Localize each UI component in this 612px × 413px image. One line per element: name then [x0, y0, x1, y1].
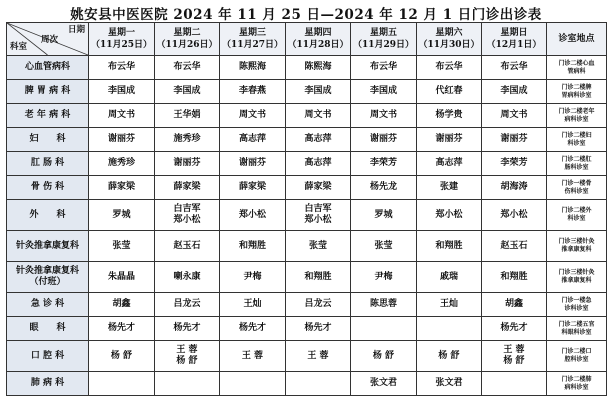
doctor-name: 罗城 — [112, 209, 131, 220]
day-header: 星期日 （12月1日） — [482, 23, 547, 56]
doctor-name: 杨先才 — [500, 323, 528, 333]
doctor-cell — [155, 176, 220, 200]
location-text: 门诊一楼骨 — [561, 179, 592, 187]
doctor-name: 杨先才 — [238, 323, 266, 333]
dept-cell — [7, 56, 89, 80]
doctor-cell — [482, 372, 547, 396]
doctor-cell — [286, 262, 351, 293]
doctor-cell — [220, 293, 286, 317]
doctor-name: 杨 舒 — [503, 356, 525, 366]
doctor-name: 张文君 — [435, 378, 463, 388]
location-text: 门诊二楼肛 — [561, 155, 592, 163]
dept-cell — [7, 104, 89, 128]
doctor-name: 吕龙云 — [173, 299, 201, 309]
doctor-name: 高志萍 — [304, 158, 332, 168]
doctor-cell — [351, 317, 417, 341]
doctor-name: 郑小松 — [304, 215, 332, 225]
doctor-name: 杨 舒 — [372, 350, 395, 361]
doctor-name: 吕龙云 — [304, 299, 332, 309]
doctor-name: 王华娟 — [173, 110, 201, 120]
doctor-name: 薛家梁 — [107, 182, 135, 192]
doctor-name: 谢丽芬 — [500, 134, 528, 144]
location-text: 诊科诊室 — [564, 304, 589, 312]
doctor-name: 王 蓉 — [503, 345, 525, 355]
doctor-cell — [351, 341, 417, 372]
doctor-name: 周文书 — [500, 110, 528, 120]
schedule-row — [7, 231, 607, 262]
location-cell — [547, 56, 607, 80]
doctor-name: 陈思蓉 — [369, 299, 397, 309]
day-header: 星期二 （11月26日） — [155, 23, 220, 56]
doctor-cell — [89, 128, 155, 152]
doctor-name: 张建 — [439, 182, 458, 192]
doctor-cell — [351, 56, 417, 80]
location-header: 诊室地点 — [547, 23, 607, 56]
dept-cell — [7, 293, 89, 317]
doctor-name: 李国成 — [107, 86, 135, 96]
doctor-cell — [417, 341, 482, 372]
doctor-name: 周文书 — [107, 110, 135, 120]
doctor-name: 谢丽芬 — [238, 158, 266, 168]
doctor-name: 李国成 — [304, 86, 332, 96]
doctor-name: 张莹 — [374, 240, 393, 251]
doctor-cell — [89, 104, 155, 128]
doctor-name: 尹梅 — [374, 271, 393, 282]
doctor-cell — [286, 317, 351, 341]
location-text: 推拿康复科 — [561, 277, 592, 284]
doctor-name: 高志萍 — [435, 158, 463, 168]
location-text: 伤科诊室 — [564, 187, 589, 195]
doctor-cell — [286, 104, 351, 128]
doctor-name: 谢丽芬 — [173, 158, 201, 168]
doctor-cell — [89, 152, 155, 176]
doctor-name: 杨 舒 — [438, 350, 460, 361]
doctor-cell — [220, 200, 286, 231]
location-text: 门诊三楼针灸 — [558, 269, 595, 276]
location-text: 肠科诊室 — [564, 163, 589, 171]
doctor-cell — [286, 200, 351, 231]
location-cell — [547, 231, 607, 262]
doctor-cell — [286, 152, 351, 176]
dept-cell — [7, 176, 89, 200]
doctor-name: 杨 舒 — [176, 356, 198, 366]
doctor-cell — [351, 293, 417, 317]
dept-label: 外 科 — [29, 209, 66, 220]
doctor-cell — [89, 80, 155, 104]
location-text: 门诊二楼五官 — [558, 320, 595, 328]
schedule-row — [7, 80, 607, 104]
location-cell — [547, 317, 607, 341]
doctor-cell — [155, 104, 220, 128]
corner-dept-label: 科室 — [10, 42, 28, 52]
doctor-name: 杨 舒 — [110, 350, 133, 361]
doctor-name: 胡海涛 — [500, 182, 528, 192]
header-row — [7, 23, 607, 56]
doctor-name: 戚瑞 — [439, 271, 458, 282]
corner-shift-label: 周次 — [41, 35, 59, 45]
doctor-name: 罗城 — [374, 209, 393, 220]
doctor-cell — [417, 200, 482, 231]
dept-label: 心血管病科 — [24, 62, 70, 72]
doctor-name: 赵玉石 — [173, 240, 201, 251]
doctor-cell — [286, 176, 351, 200]
doctor-name: 陈熙海 — [304, 62, 332, 72]
dept-label: 口 腔 科 — [30, 350, 65, 361]
doctor-cell — [220, 128, 286, 152]
doctor-name: 和翔胜 — [435, 240, 463, 251]
doctor-name: 布云华 — [173, 62, 201, 72]
dept-cell — [7, 231, 89, 262]
doctor-cell — [351, 231, 417, 262]
doctor-cell — [417, 128, 482, 152]
doctor-cell — [89, 293, 155, 317]
doctor-cell — [220, 341, 286, 372]
doctor-cell — [286, 80, 351, 104]
doctor-cell — [351, 104, 417, 128]
doctor-cell — [351, 80, 417, 104]
location-text: 门诊二楼老年 — [558, 107, 595, 115]
doctor-name: 薛家梁 — [304, 182, 332, 192]
doctor-name: 高志萍 — [238, 134, 266, 144]
day-header: 星期五 （11月29日） — [351, 23, 417, 56]
doctor-cell — [220, 317, 286, 341]
location-text: 病科诊室 — [564, 115, 589, 123]
doctor-cell — [482, 80, 547, 104]
doctor-name: 王 蓉 — [176, 345, 198, 355]
doctor-name: 张莹 — [112, 240, 131, 251]
doctor-cell — [351, 372, 417, 396]
doctor-name: 李荣芳 — [369, 158, 397, 168]
dept-label: 骨 伤 科 — [30, 182, 65, 192]
dept-cell — [7, 80, 89, 104]
doctor-cell — [286, 128, 351, 152]
doctor-name: 周文书 — [238, 110, 266, 120]
doctor-cell — [351, 152, 417, 176]
doctor-cell — [155, 128, 220, 152]
doctor-name: 王 蓉 — [307, 350, 329, 361]
doctor-cell — [482, 293, 547, 317]
doctor-name: 李国成 — [369, 86, 397, 96]
doctor-name: 杨先龙 — [369, 182, 397, 192]
doctor-cell — [220, 262, 286, 293]
location-text: 门诊二楼外 — [561, 207, 592, 214]
location-text: 门诊二楼肺 — [561, 375, 592, 383]
location-cell — [547, 176, 607, 200]
doctor-cell — [155, 56, 220, 80]
doctor-cell — [155, 200, 220, 231]
doctor-name: 布云华 — [435, 62, 463, 72]
doctor-name: 代红春 — [435, 86, 463, 96]
doctor-name: 和翔胜 — [304, 271, 332, 282]
doctor-name: 周文书 — [369, 110, 397, 120]
doctor-cell — [89, 200, 155, 231]
doctor-cell — [482, 262, 547, 293]
doctor-cell — [351, 128, 417, 152]
doctor-name: 郑小松 — [500, 209, 528, 220]
day-header: 星期一 （11月25日） — [89, 23, 155, 56]
doctor-name: 尹梅 — [243, 271, 262, 282]
dept-cell — [7, 152, 89, 176]
location-text: 胃病科诊室 — [561, 91, 592, 99]
doctor-cell — [482, 152, 547, 176]
doctor-name: 张莹 — [308, 240, 327, 251]
doctor-cell — [220, 176, 286, 200]
doctor-name: 李国成 — [173, 86, 201, 96]
doctor-cell — [286, 293, 351, 317]
location-text: 科眼科诊室 — [561, 328, 592, 336]
schedule-row — [7, 293, 607, 317]
doctor-cell — [417, 56, 482, 80]
dept-label: 眼 科 — [29, 323, 66, 333]
doctor-cell — [417, 372, 482, 396]
location-text: 管病科 — [567, 67, 586, 75]
doctor-name: 郑小松 — [238, 209, 266, 220]
doctor-cell — [417, 293, 482, 317]
location-cell — [547, 341, 607, 372]
doctor-cell — [417, 152, 482, 176]
doctor-cell — [220, 56, 286, 80]
location-cell — [547, 200, 607, 231]
doctor-name: 施秀珍 — [107, 158, 135, 168]
doctor-name: 王灿 — [439, 299, 458, 309]
doctor-name: 薛家梁 — [238, 182, 266, 192]
dept-label: 妇 科 — [29, 134, 66, 144]
doctor-cell — [286, 56, 351, 80]
dept-cell — [7, 317, 89, 341]
location-text: 门诊一楼急 — [561, 296, 592, 304]
page-title: 姚安县中医医院 2024 年 11 月 25 日—2024 年 12 月 1 日门诊出诊表 — [70, 7, 542, 23]
schedule-row — [7, 262, 607, 293]
location-text: 腔科诊室 — [564, 356, 589, 363]
doctor-cell — [417, 231, 482, 262]
location-text: 门诊二楼口 — [561, 348, 592, 355]
doctor-name: 郑小松 — [435, 209, 463, 220]
doctor-name: 胡鑫 — [112, 299, 131, 309]
doctor-cell — [155, 372, 220, 396]
doctor-cell — [155, 152, 220, 176]
dept-cell — [7, 372, 89, 396]
doctor-cell — [351, 176, 417, 200]
doctor-name: 张文君 — [369, 378, 397, 388]
location-cell — [547, 293, 607, 317]
doctor-cell — [155, 80, 220, 104]
doctor-cell — [220, 104, 286, 128]
schedule-row — [7, 317, 607, 341]
schedule-row — [7, 152, 607, 176]
corner-header — [7, 23, 89, 56]
dept-cell — [7, 341, 89, 372]
doctor-cell — [417, 80, 482, 104]
doctor-cell — [482, 341, 547, 372]
doctor-name: 王 蓉 — [241, 350, 264, 361]
doctor-name: 杨先才 — [107, 323, 135, 333]
schedule-table — [6, 22, 607, 396]
doctor-name: 李荣芳 — [500, 158, 528, 168]
doctor-name: 王灿 — [243, 299, 262, 309]
schedule-row — [7, 200, 607, 231]
doctor-cell — [482, 317, 547, 341]
doctor-cell — [89, 317, 155, 341]
location-text: 科诊室 — [567, 215, 586, 222]
doctor-cell — [155, 317, 220, 341]
doctor-cell — [89, 341, 155, 372]
doctor-name: 杨学贵 — [435, 110, 463, 120]
doctor-cell — [89, 56, 155, 80]
doctor-cell — [482, 56, 547, 80]
schedule-row — [7, 128, 607, 152]
doctor-name: 陈熙海 — [238, 62, 266, 72]
doctor-cell — [351, 200, 417, 231]
location-cell — [547, 372, 607, 396]
doctor-cell — [220, 372, 286, 396]
doctor-cell — [155, 341, 220, 372]
dept-label: 急 诊 科 — [30, 299, 65, 309]
doctor-name: 谢丽芬 — [107, 134, 135, 144]
location-text: 门诊二楼脾 — [561, 83, 592, 91]
doctor-cell — [155, 231, 220, 262]
doctor-name: 杨先才 — [304, 323, 332, 333]
doctor-cell — [482, 176, 547, 200]
doctor-name: 郑小松 — [173, 215, 201, 225]
location-text: 病科诊室 — [564, 383, 589, 391]
doctor-cell — [417, 262, 482, 293]
location-text: 推拿康复科 — [561, 246, 592, 253]
location-cell — [547, 262, 607, 293]
day-header: 星期六 （11月30日） — [417, 23, 482, 56]
location-text: 门诊三楼针灸 — [558, 238, 595, 245]
doctor-name: 谢丽芬 — [369, 134, 397, 144]
dept-cell — [7, 200, 89, 231]
doctor-name: 薛家梁 — [173, 182, 201, 192]
doctor-name: 胡鑫 — [504, 299, 523, 309]
doctor-name: 布云华 — [107, 62, 135, 72]
doctor-cell — [417, 317, 482, 341]
day-header: 星期三 （11月27日） — [220, 23, 286, 56]
doctor-cell — [286, 231, 351, 262]
dept-label: 针灸推拿康复科 — [15, 266, 79, 276]
dept-label: 针灸推拿康复科 — [15, 240, 79, 251]
doctor-name: 李春燕 — [238, 86, 266, 96]
doctor-cell — [89, 262, 155, 293]
doctor-name: 和翔胜 — [500, 271, 528, 282]
doctor-cell — [482, 128, 547, 152]
dept-label: 肺 病 科 — [30, 378, 65, 388]
day-header: 星期四 （11月28日） — [286, 23, 351, 56]
doctor-cell — [220, 152, 286, 176]
schedule-row — [7, 341, 607, 372]
dept-label: 老 年 病 科 — [24, 110, 71, 120]
doctor-cell — [351, 262, 417, 293]
doctor-name: 朱晶晶 — [107, 271, 135, 282]
doctor-cell — [155, 293, 220, 317]
location-cell — [547, 128, 607, 152]
doctor-cell — [482, 200, 547, 231]
doctor-name: 杨先才 — [173, 323, 201, 333]
location-cell — [547, 104, 607, 128]
doctor-cell — [89, 231, 155, 262]
dept-label: 肛 肠 科 — [30, 158, 65, 168]
schedule-row — [7, 176, 607, 200]
doctor-name: 喇永康 — [173, 271, 201, 282]
doctor-cell — [220, 80, 286, 104]
doctor-name: 李国成 — [500, 86, 528, 96]
doctor-name: 白吉军 — [173, 204, 201, 214]
doctor-name: 施秀珍 — [173, 134, 201, 144]
schedule-row — [7, 372, 607, 396]
dept-label: （付班） — [29, 277, 66, 287]
doctor-cell — [417, 104, 482, 128]
doctor-name: 和翔胜 — [238, 240, 266, 251]
dept-cell — [7, 128, 89, 152]
doctor-cell — [482, 104, 547, 128]
doctor-name: 谢丽芬 — [435, 134, 463, 144]
doctor-cell — [286, 372, 351, 396]
corner-date-label: 日期 — [67, 25, 85, 35]
doctor-cell — [89, 372, 155, 396]
schedule-row — [7, 56, 607, 80]
dept-cell — [7, 262, 89, 293]
doctor-cell — [417, 176, 482, 200]
location-cell — [547, 152, 607, 176]
location-text: 门诊二楼妇 — [561, 131, 592, 139]
doctor-cell — [155, 262, 220, 293]
location-cell — [547, 80, 607, 104]
doctor-cell — [482, 231, 547, 262]
location-text: 科诊室 — [567, 139, 586, 147]
location-text: 门诊二楼心血 — [558, 59, 595, 67]
doctor-name: 布云华 — [500, 62, 528, 72]
doctor-name: 布云华 — [369, 62, 397, 72]
doctor-name: 赵玉石 — [500, 240, 528, 251]
doctor-cell — [220, 231, 286, 262]
doctor-cell — [89, 176, 155, 200]
doctor-name: 周文书 — [304, 110, 332, 120]
doctor-cell — [286, 341, 351, 372]
doctor-name: 高志萍 — [304, 134, 332, 144]
schedule-row — [7, 104, 607, 128]
doctor-name: 白吉军 — [304, 204, 332, 214]
dept-label: 脾 胃 病 科 — [24, 86, 71, 96]
